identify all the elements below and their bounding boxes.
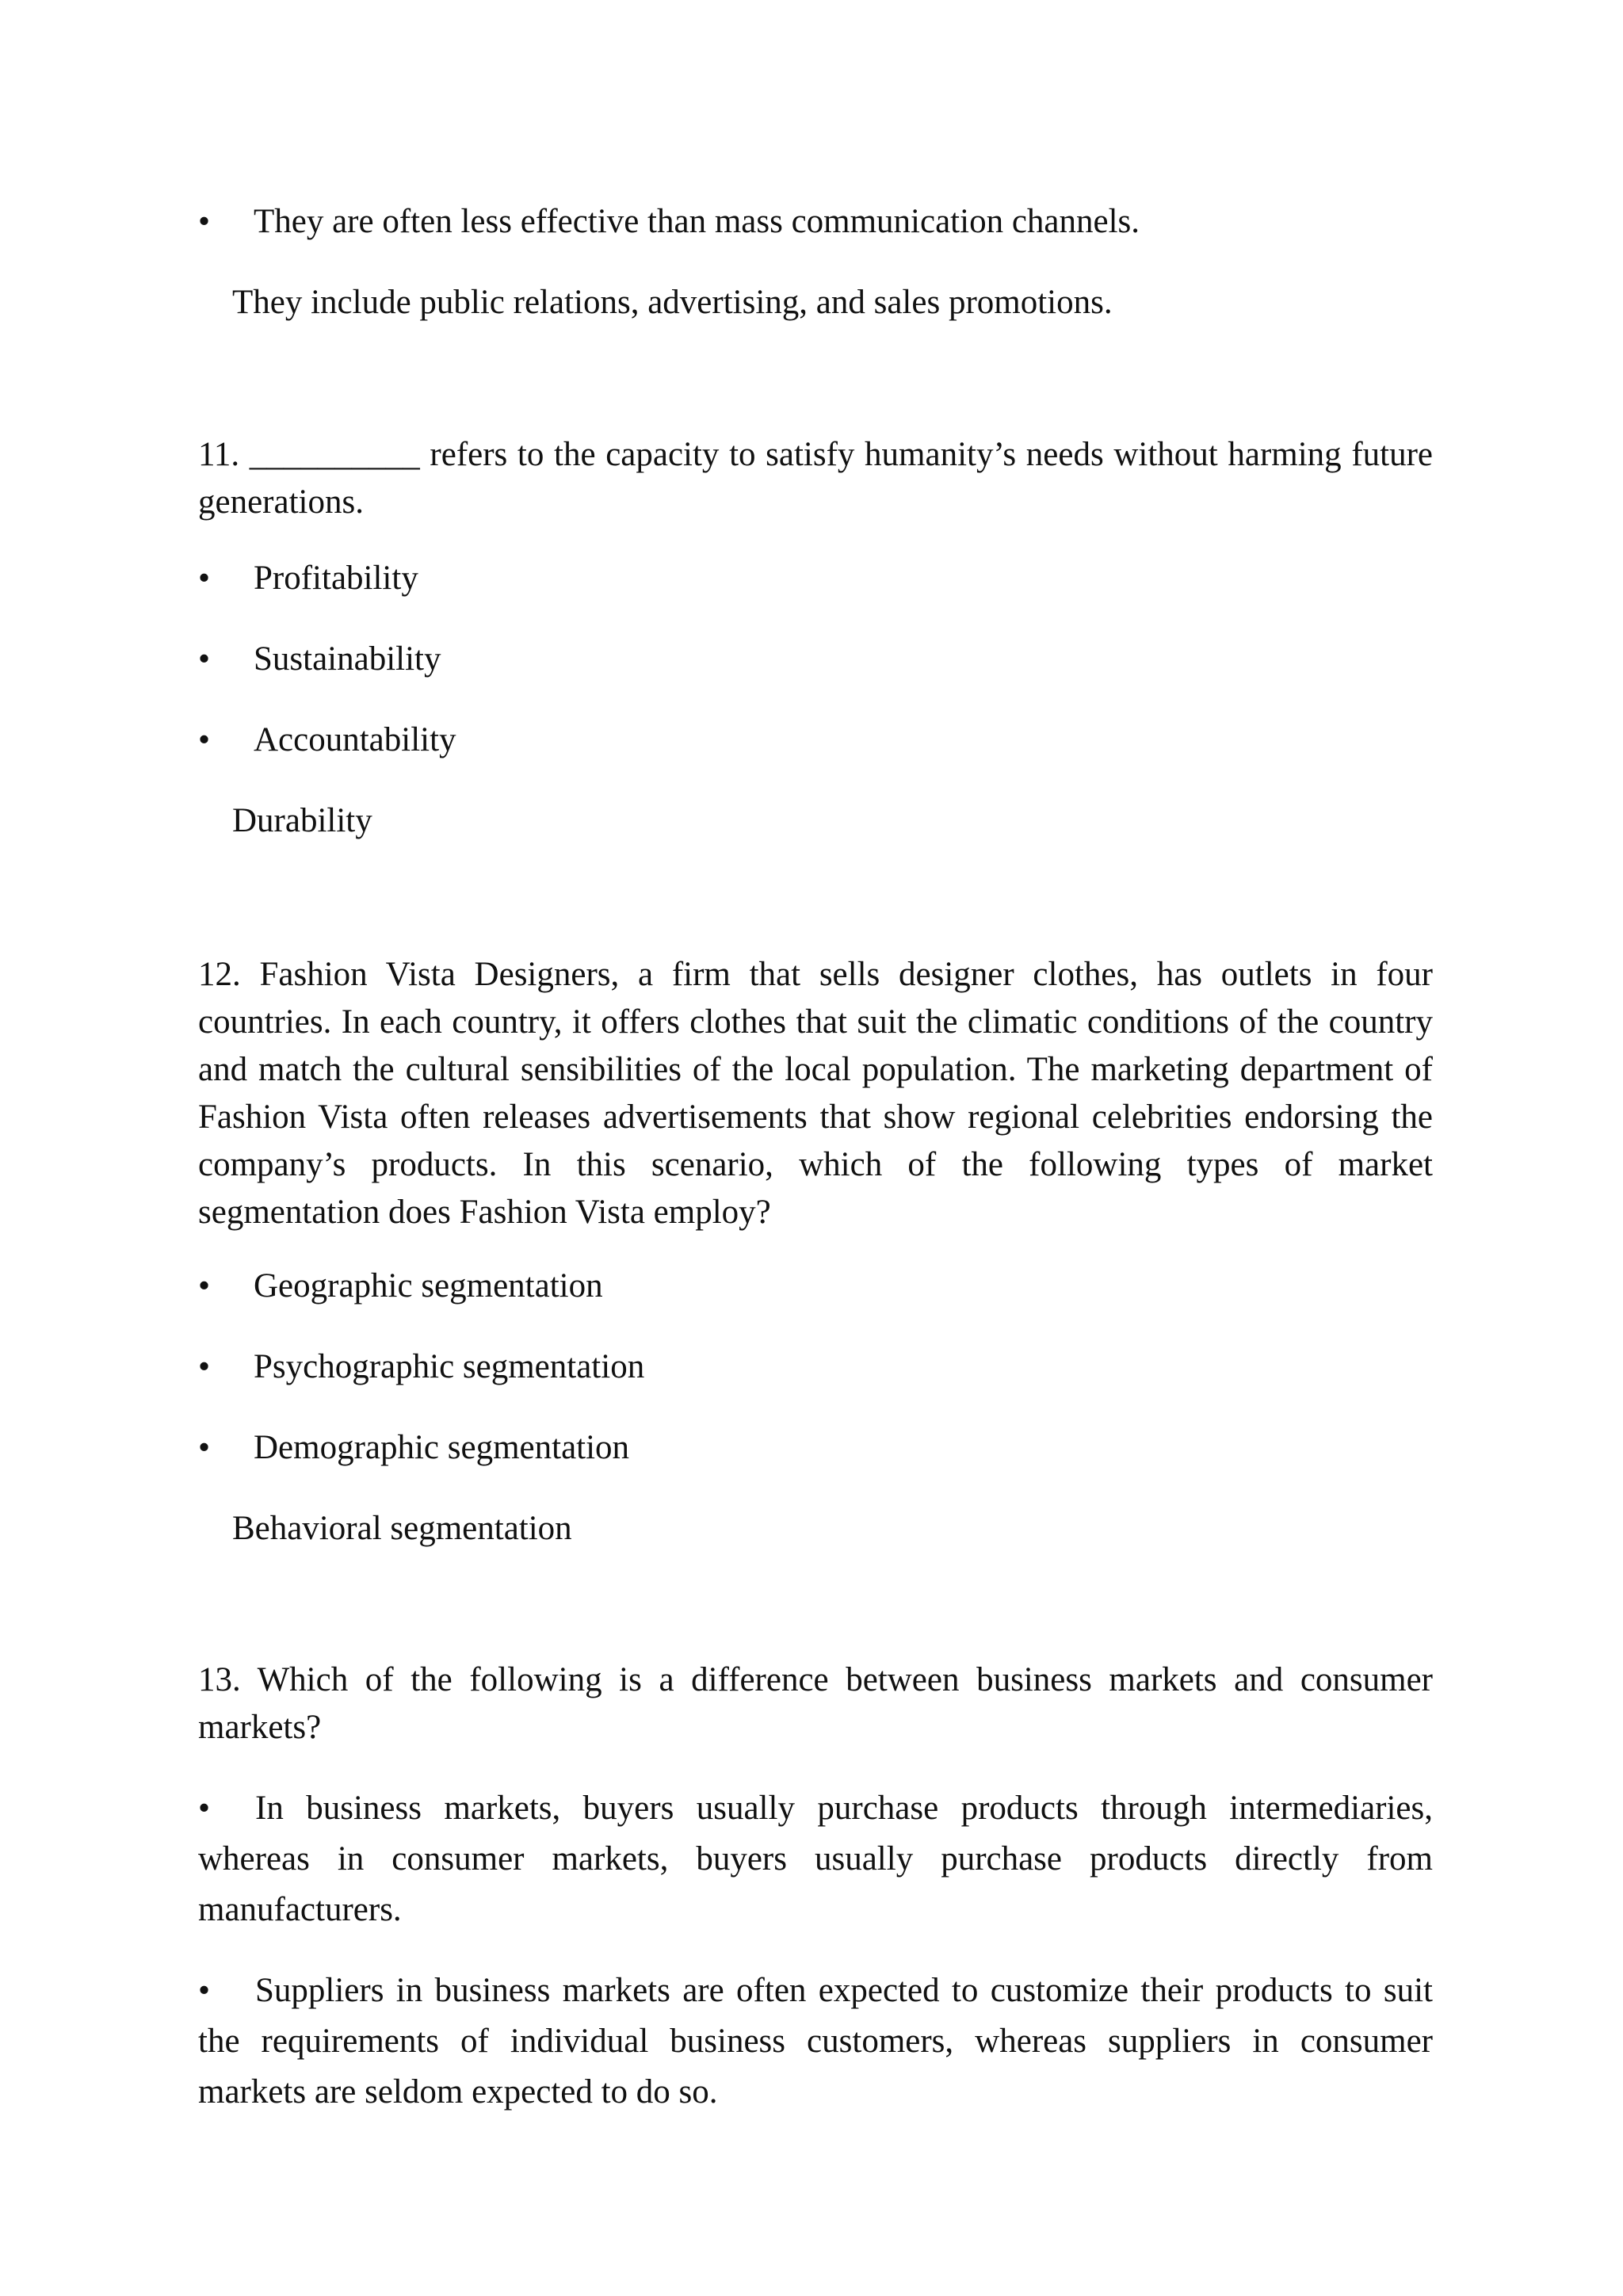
bullet-mark: • xyxy=(198,1267,211,1305)
answer-option: They include public relations, advertising, and sales promotions. xyxy=(232,284,1113,321)
answer-option-text: In business markets, buyers usually purchase products through intermediaries, whereas in consumer markets, buyers usually purchase products directly from manufacturers. xyxy=(198,1790,1433,1928)
answer-option: Sustainability xyxy=(254,640,441,678)
bullet-mark: • xyxy=(198,1972,211,2009)
answer-option: Accountability xyxy=(254,721,456,758)
bullet-mark: • xyxy=(198,1348,211,1385)
bullet-mark: • xyxy=(198,1429,211,1466)
question-13-stem: 13. Which of the following is a difference between business markets and consumer markets? xyxy=(198,1661,1433,1746)
answer-option: Durability xyxy=(232,802,372,839)
answer-option: Demographic segmentation xyxy=(254,1429,630,1466)
bullet-mark: • xyxy=(198,640,211,678)
bullet-mark: • xyxy=(198,721,211,758)
question-11-stem: 11. __________ refers to the capacity to satisfy humanity’s needs without harming future generations. xyxy=(198,436,1433,521)
answer-option: They are often less effective than mass communication channels. xyxy=(254,203,1140,240)
answer-option xyxy=(198,1966,1433,2118)
bullet-mark: • xyxy=(198,203,211,240)
answer-option: Geographic segmentation xyxy=(254,1267,603,1305)
question-12-stem: 12. Fashion Vista Designers, a firm that sells designer clothes, has outlets in four countries. In each country, it offers clothes that suit the climatic conditions of the country and match the cultural sensibilities of the local population. The marketing department of Fashion Vista often releases advertisements that show regional celebrities endorsing the company’s products. In this scenario, which of the following types of market segmentation does Fashion Vista employ? xyxy=(198,956,1433,1231)
answer-option-text: Suppliers in business markets are often expected to customize their products to suit the requirements of individual business customers, whereas suppliers in consumer markets are seldom expected to do so. xyxy=(198,1972,1433,2111)
answer-option: Psychographic segmentation xyxy=(254,1348,645,1385)
answer-option xyxy=(198,1783,1433,1935)
answer-option: Profitability xyxy=(254,560,418,597)
bullet-mark: • xyxy=(198,1790,211,1827)
answer-option: Behavioral segmentation xyxy=(232,1510,572,1547)
bullet-mark: • xyxy=(198,560,211,597)
